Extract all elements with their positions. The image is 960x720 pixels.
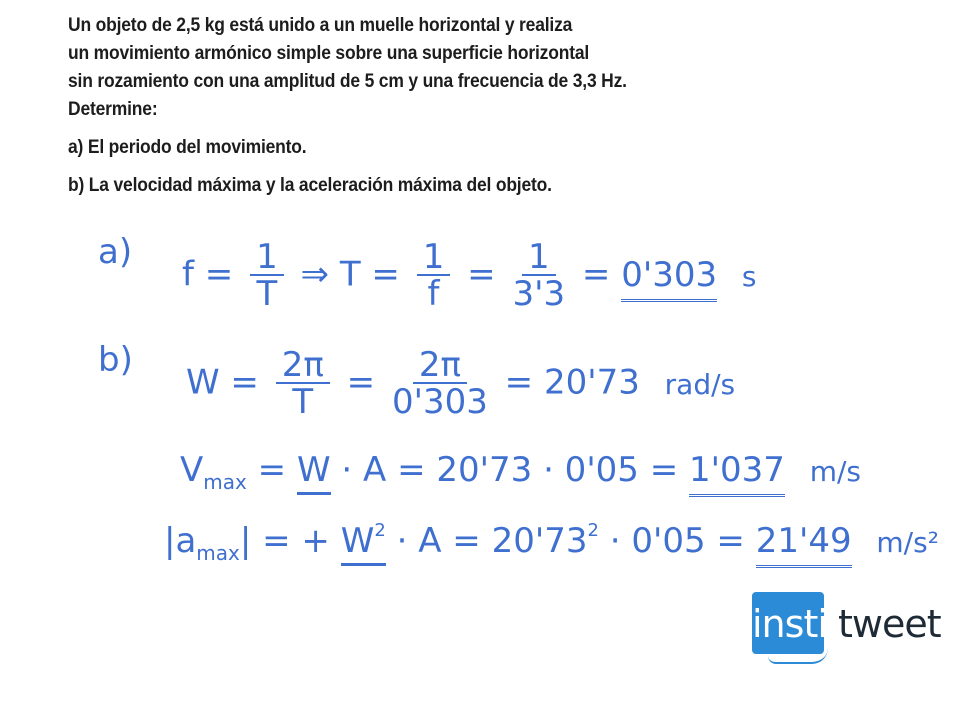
problem-line: sin rozamiento con una amplitud de 5 cm y una frecuencia de 3,3 Hz. xyxy=(68,71,627,92)
problem-line: un movimiento armónico simple sobre una superficie horizontal xyxy=(68,43,590,64)
logo-text-tweet: tweet xyxy=(838,602,941,646)
problem-line: Determine: xyxy=(68,99,158,120)
vmax-unit: m/s xyxy=(809,455,862,488)
amax-equation: $|a_{max}|$ = + $W^2 \cdot A = 20'73^2 \cdot 0'05 = 21'49$ m/s² xyxy=(164,520,939,565)
label-part-b: b) xyxy=(98,340,133,380)
omega-unit: rad/s xyxy=(664,367,736,401)
question-b: b) La velocidad máxima y la aceleración máxima del objeto. xyxy=(68,175,552,196)
fraction-1-over-f: $\frac{1}{f}$ xyxy=(417,240,451,312)
fraction-2pi-over-period: $\frac{2\pi}{0'303}$ xyxy=(391,345,488,422)
problem-statement xyxy=(68,12,804,200)
omega-value: 20'73 xyxy=(543,362,640,403)
period-result: 0'303 xyxy=(621,255,717,302)
period-equation: f = $\frac{1}{T}$ ⇒ T = $\frac{1}{f}$ = $\frac{1}{3'3}$ = 0'303 s xyxy=(182,237,757,314)
question-a: a) El periodo del movimiento. xyxy=(68,137,307,158)
period-unit: s xyxy=(741,259,757,293)
f-eq: f = xyxy=(182,254,234,295)
fraction-1-over-T: $\frac{1}{T}$ xyxy=(250,240,284,312)
vmax-result: 1'037 xyxy=(689,450,785,497)
logo-text-insti: insti xyxy=(752,602,827,646)
implies: ⇒ T = xyxy=(300,254,400,295)
amax-unit: m/s² xyxy=(876,526,939,559)
omega-equation: W = $\frac{2\pi}{T}$ = $\frac{2\pi}{0'303}$ = 20'73 rad/s xyxy=(186,345,736,422)
label-part-a: a) xyxy=(98,232,133,272)
institweet-logo xyxy=(750,588,950,668)
vmax-equation: $V_{max} = W \cdot A = 20'73 \cdot 0'05 = 1'037$ m/s xyxy=(180,450,861,494)
fraction-2pi-over-T: $\frac{2\pi}{T}$ xyxy=(276,348,330,420)
speech-bubble-tail xyxy=(768,648,828,664)
fraction-1-over-3-3: $\frac{1}{3'3}$ xyxy=(512,237,566,314)
amax-result: 21'49 xyxy=(756,521,852,568)
problem-line: Un objeto de 2,5 kg está unido a un muelle horizontal y realiza xyxy=(68,15,573,36)
